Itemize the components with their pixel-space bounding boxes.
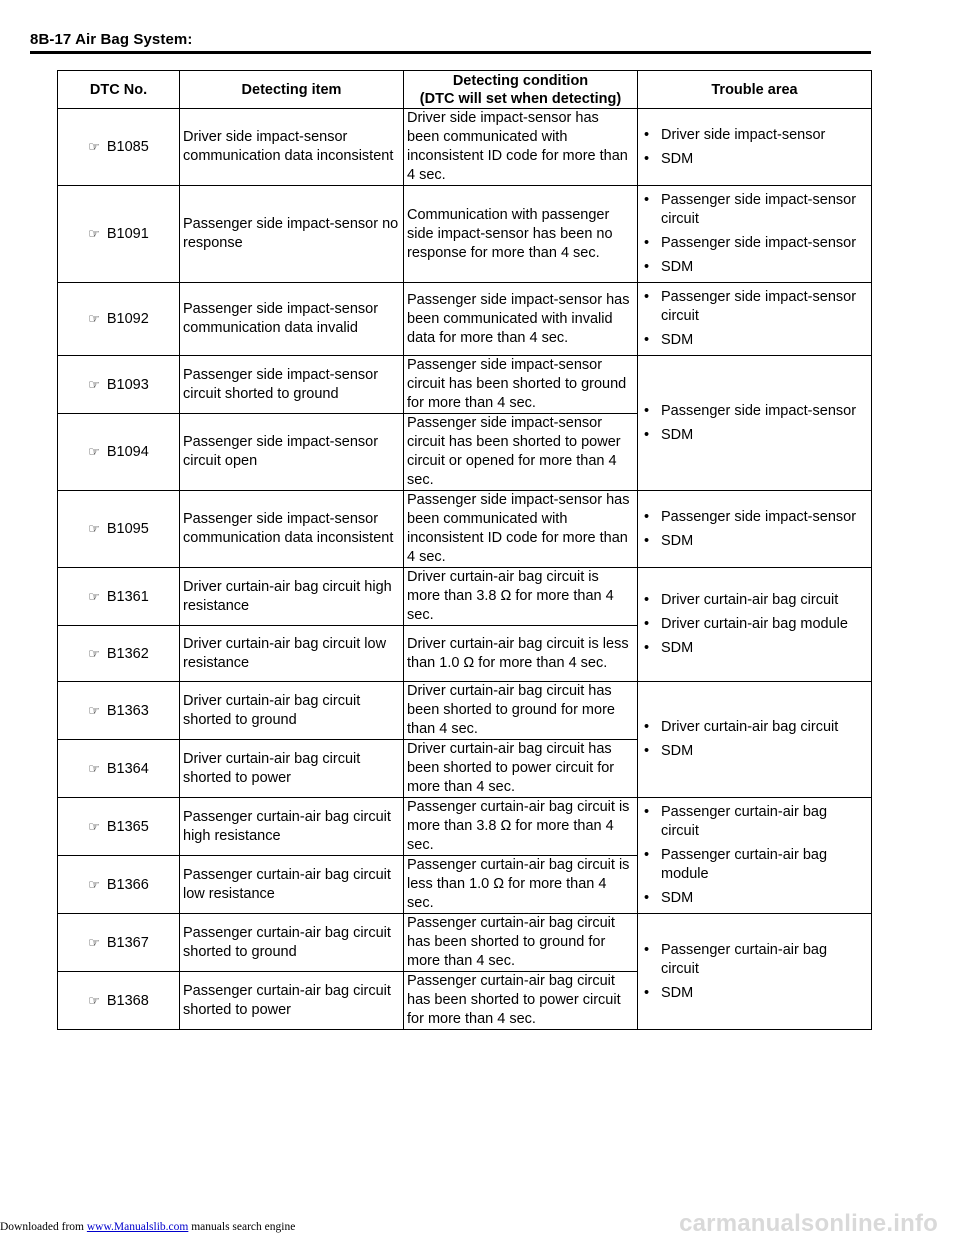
dtc-number-cell [58,972,180,1030]
trouble-area-item: • Passenger curtain-air bag circuit [641,941,868,979]
trouble-area-item: • Passenger side impact-sensor [641,234,868,253]
trouble-area-item: • Driver curtain-air bag circuit [641,591,868,610]
dtc-number-cell [58,856,180,914]
detecting-item: Passenger curtain-air bag circuit shorted to ground [180,914,404,972]
dtc-code: B1361 [106,588,149,605]
column-header-detecting-item: Detecting item [180,71,404,109]
detecting-item: Passenger side impact-sensor circuit open [180,414,404,491]
detecting-item: Passenger curtain-air bag circuit low resistance [180,856,404,914]
column-header-detecting-condition: Detecting condition (DTC will set when detecting) [404,71,638,109]
trouble-area-item: • SDM [641,889,868,908]
dtc-number-cell [58,109,180,186]
trouble-area-item: • Driver side impact-sensor [641,126,868,145]
footer-suffix: manuals search engine [188,1221,296,1233]
dtc-code: B1091 [106,226,149,242]
download-footer [0,1221,295,1233]
detecting-condition: Driver curtain-air bag circuit is more than 3.8 Ω for more than 4 sec. [404,568,638,626]
dtc-number-cell [58,491,180,568]
trouble-area-item: • Passenger side impact-sensor [641,402,868,421]
trouble-area [638,109,872,186]
trouble-area [638,568,872,682]
dtc-number-cell [58,914,180,972]
dtc-code: B1085 [106,139,149,155]
detecting-condition: Driver side impact-sensor has been communicated with inconsistent ID code for more than 4 sec. [404,109,638,186]
trouble-area [638,283,872,356]
detecting-item: Driver curtain-air bag circuit high resistance [180,568,404,626]
dtc-code: B1368 [106,992,149,1009]
site-watermark: carmanualsonline.info [679,1210,938,1237]
table-row [58,682,872,740]
dtc-number-cell [58,626,180,682]
table-header-row [58,71,872,109]
dtc-table [57,70,872,1030]
trouble-area-item: • Driver curtain-air bag circuit [641,718,868,737]
reference-pointer-icon[interactable]: ☞ [88,444,100,459]
detecting-item: Passenger side impact-sensor communication data inconsistent [180,491,404,568]
detecting-condition: Communication with passenger side impact-sensor has been no response for more than 4 sec. [404,186,638,283]
table-row [58,914,872,972]
detecting-condition: Driver curtain-air bag circuit has been shorted to ground for more than 4 sec. [404,682,638,740]
trouble-area-item: • SDM [641,150,868,169]
trouble-area-item: • Passenger side impact-sensor circuit [641,191,868,229]
dtc-number-cell [58,414,180,491]
trouble-area-item: • Passenger curtain-air bag module [641,846,868,884]
column-header-dtc-no: DTC No. [58,71,180,109]
dtc-code: B1094 [106,444,149,460]
reference-pointer-icon[interactable]: ☞ [88,588,100,604]
table-row [58,798,872,856]
dtc-code: B1367 [106,934,149,951]
detecting-item: Driver curtain-air bag circuit shorted to ground [180,682,404,740]
reference-pointer-icon[interactable]: ☞ [88,645,100,661]
dtc-number-cell [58,682,180,740]
detecting-condition: Passenger curtain-air bag circuit has been shorted to power circuit for more than 4 sec. [404,972,638,1030]
table-row [58,491,872,568]
dtc-code: B1365 [106,818,149,835]
detecting-item: Passenger curtain-air bag circuit shorted to power [180,972,404,1030]
footer-prefix: Downloaded from [0,1221,87,1233]
dtc-code: B1093 [106,376,149,393]
trouble-area-item: • SDM [641,742,868,761]
reference-pointer-icon[interactable]: ☞ [88,226,100,241]
reference-pointer-icon[interactable]: ☞ [88,139,100,154]
detecting-condition: Driver curtain-air bag circuit has been shorted to power circuit for more than 4 sec. [404,740,638,798]
table-row [58,356,872,414]
detecting-item: Driver curtain-air bag circuit low resistance [180,626,404,682]
detecting-condition: Passenger side impact-sensor has been communicated with invalid data for more than 4 sec. [404,283,638,356]
dtc-code: B1364 [106,760,149,777]
dtc-number-cell [58,283,180,356]
detecting-item: Driver curtain-air bag circuit shorted to power [180,740,404,798]
trouble-area [638,914,872,1030]
reference-pointer-icon[interactable]: ☞ [88,818,100,834]
detecting-item: Passenger curtain-air bag circuit high resistance [180,798,404,856]
table-row [58,283,872,356]
dtc-code: B1366 [106,876,149,893]
trouble-area-item: • Driver curtain-air bag module [641,615,868,634]
detecting-condition: Driver curtain-air bag circuit is less than 1.0 Ω for more than 4 sec. [404,626,638,682]
detecting-item: Passenger side impact-sensor communication data invalid [180,283,404,356]
trouble-area-item: • Passenger side impact-sensor circuit [641,288,868,326]
reference-pointer-icon[interactable]: ☞ [88,521,100,536]
dtc-number-cell [58,740,180,798]
dtc-number-cell [58,568,180,626]
trouble-area-item: • SDM [641,532,868,551]
table-row [58,109,872,186]
detecting-item: Passenger side impact-sensor circuit shorted to ground [180,356,404,414]
table-row [58,568,872,626]
page-title: 8B-17 Air Bag System: [30,31,193,48]
trouble-area [638,491,872,568]
detecting-condition: Passenger side impact-sensor circuit has been shorted to ground for more than 4 sec. [404,356,638,414]
detecting-item: Passenger side impact-sensor no response [180,186,404,283]
dtc-number-cell [58,356,180,414]
table-row [58,186,872,283]
reference-pointer-icon[interactable]: ☞ [88,876,100,892]
dtc-code: B1362 [106,645,149,662]
manualslib-link[interactable]: www.Manualslib.com [86,1221,189,1233]
detecting-condition: Passenger curtain-air bag circuit is more than 3.8 Ω for more than 4 sec. [404,798,638,856]
dtc-number-cell [58,798,180,856]
detecting-item: Driver side impact-sensor communication data inconsistent [180,109,404,186]
trouble-area [638,186,872,283]
reference-pointer-icon[interactable]: ☞ [88,702,100,718]
detecting-condition: Passenger side impact-sensor has been communicated with inconsistent ID code for more than 4 sec. [404,491,638,568]
trouble-area-item: • SDM [641,426,868,445]
reference-pointer-icon[interactable]: ☞ [88,934,100,950]
trouble-area [638,682,872,798]
dtc-code: B1092 [106,311,149,327]
trouble-area [638,356,872,491]
reference-pointer-icon[interactable]: ☞ [88,376,100,392]
detecting-condition: Passenger side impact-sensor circuit has been shorted to power circuit or opened for more than 4 sec. [404,414,638,491]
reference-pointer-icon[interactable]: ☞ [88,992,100,1008]
detecting-condition: Passenger curtain-air bag circuit has been shorted to ground for more than 4 sec. [404,914,638,972]
trouble-area-item: • Passenger curtain-air bag circuit [641,803,868,841]
trouble-area-item: • Passenger side impact-sensor [641,508,868,527]
trouble-area [638,798,872,914]
trouble-area-item: • SDM [641,258,868,277]
trouble-area-item: • SDM [641,331,868,350]
reference-pointer-icon[interactable]: ☞ [88,311,100,326]
dtc-number-cell [58,186,180,283]
column-header-trouble-area: Trouble area [638,71,872,109]
dtc-code: B1095 [106,521,149,537]
trouble-area-item: • SDM [641,639,868,658]
dtc-code: B1363 [106,702,149,719]
trouble-area-item: • SDM [641,984,868,1003]
reference-pointer-icon[interactable]: ☞ [88,760,100,776]
header-rule [30,51,871,54]
detecting-condition: Passenger curtain-air bag circuit is less than 1.0 Ω for more than 4 sec. [404,856,638,914]
